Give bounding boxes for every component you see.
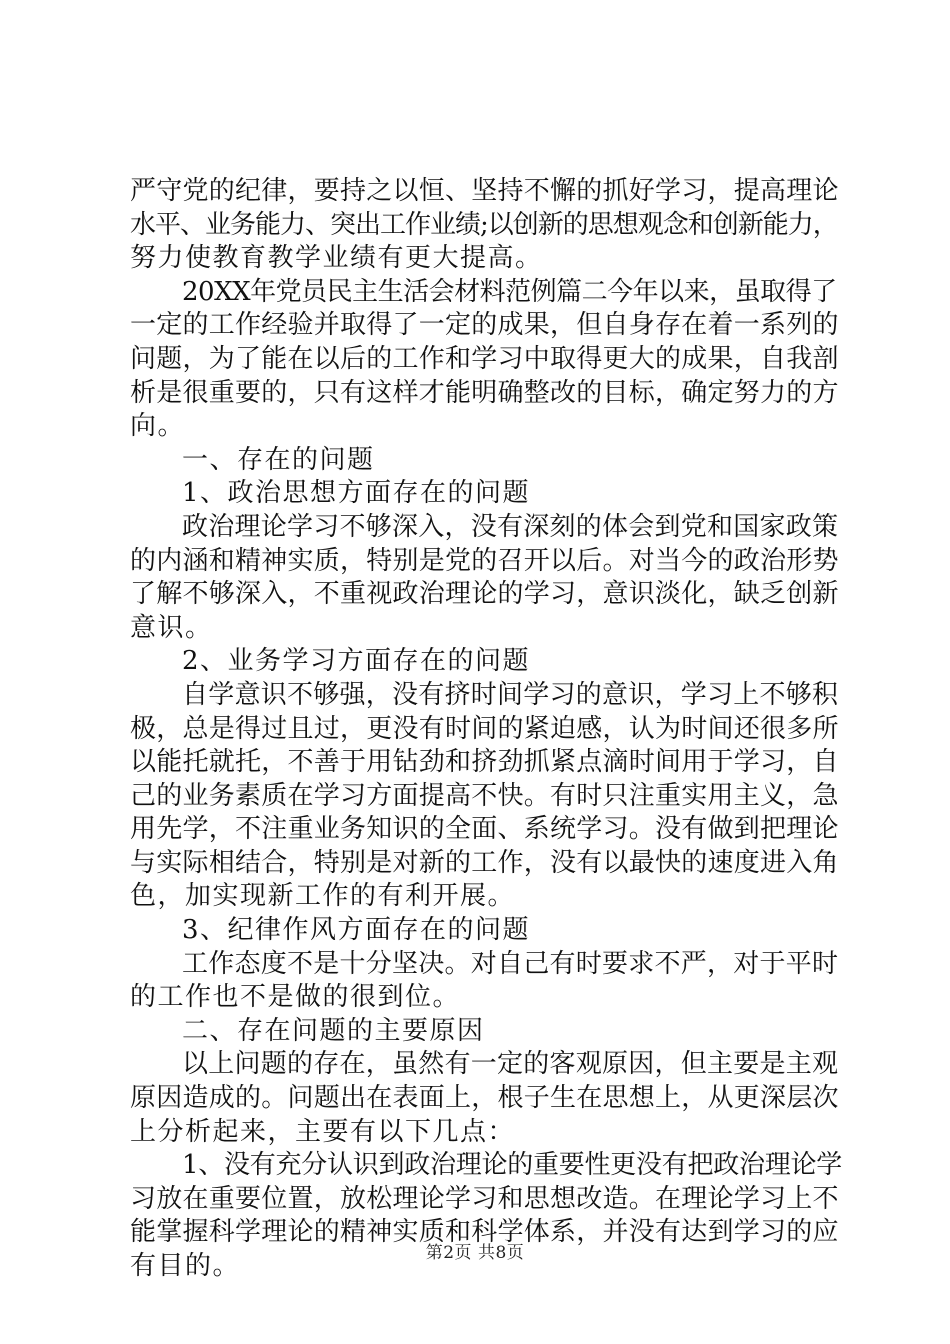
text-line: 与实际相结合，特别是对新的工作，没有以最快的速度进入角 <box>130 847 839 878</box>
text-line: 己的业务素质在学习方面提高不快。有时只注重实用主义，急 <box>130 780 839 811</box>
text-line: 色，加实现新工作的有利开展。 <box>130 881 516 912</box>
document-body <box>130 175 842 1284</box>
text-line: 以能托就托，不善于用钻劲和挤劲抓紧点滴时间用于学习，自 <box>130 747 839 778</box>
text-line: 原因造成的。问题出在表面上，根子生在思想上，从更深层次 <box>130 1083 839 1114</box>
text-line: 的内涵和精神实质，特别是党的召开以后。对当今的政治形势 <box>130 545 839 576</box>
text-line: 二、存在问题的主要原因 <box>182 1015 485 1046</box>
text-line: 有目的。 <box>130 1251 241 1281</box>
text-line: 工作态度不是十分坚决。对自己有时要求不严，对于平时 <box>182 948 839 979</box>
page-footer: 第2页 共8页 <box>425 1243 525 1263</box>
text-line: 自学意识不够强，没有挤时间学习的意识，学习上不够积 <box>182 679 839 710</box>
text-line: 向。 <box>130 411 186 442</box>
text-line: 以上问题的存在，虽然有一定的客观原因，但主要是主观 <box>182 1049 839 1080</box>
text-line: 了解不够深入，不重视政治理论的学习，意识淡化，缺乏创新 <box>130 579 839 610</box>
text-line: 意识。 <box>130 612 213 643</box>
text-line: 能掌握科学理论的精神实质和科学体系，并没有达到学习的应 <box>130 1217 839 1248</box>
text-line: 20XX年党员民主生活会材料范例篇二今年以来，虽取得了 <box>182 276 837 307</box>
text-line: 2、业务学习方面存在的问题 <box>182 646 531 677</box>
text-line: 政治理论学习不够深入，没有深刻的体会到党和国家政策 <box>182 511 839 542</box>
text-line: 用先学，不注重业务知识的全面、系统学习。没有做到把理论 <box>130 814 839 845</box>
text-line: 水平、业务能力、突出工作业绩;以创新的思想观念和创新能力， <box>130 209 838 240</box>
text-line: 一、存在的问题 <box>182 444 375 475</box>
text-line: 1、没有充分认识到政治理论的重要性更没有把政治理论学 <box>182 1150 843 1181</box>
text-line: 上分析起来，主要有以下几点： <box>130 1116 516 1147</box>
text-line: 析是很重要的，只有这样才能明确整改的目标，确定努力的方 <box>130 377 839 408</box>
text-line: 严守党的纪律，要持之以恒、坚持不懈的抓好学习，提高理论 <box>130 176 839 206</box>
text-line: 习放在重要位置，放松理论学习和思想改造。在理论学习上不 <box>130 1183 839 1214</box>
text-line: 一定的工作经验并取得了一定的成果，但自身存在着一系列的 <box>130 310 839 341</box>
text-line: 极，总是得过且过，更没有时间的紧迫感，认为时间还很多所 <box>130 713 839 744</box>
text-line: 3、纪律作风方面存在的问题 <box>182 915 531 946</box>
text-line: 问题，为了能在以后的工作和学习中取得更大的成果，自我剖 <box>130 343 839 374</box>
text-line: 1、政治思想方面存在的问题 <box>182 478 531 509</box>
text-line: 努力使教育教学业绩有更大提高。 <box>130 243 543 274</box>
text-line: 的工作也不是做的很到位。 <box>130 982 461 1013</box>
